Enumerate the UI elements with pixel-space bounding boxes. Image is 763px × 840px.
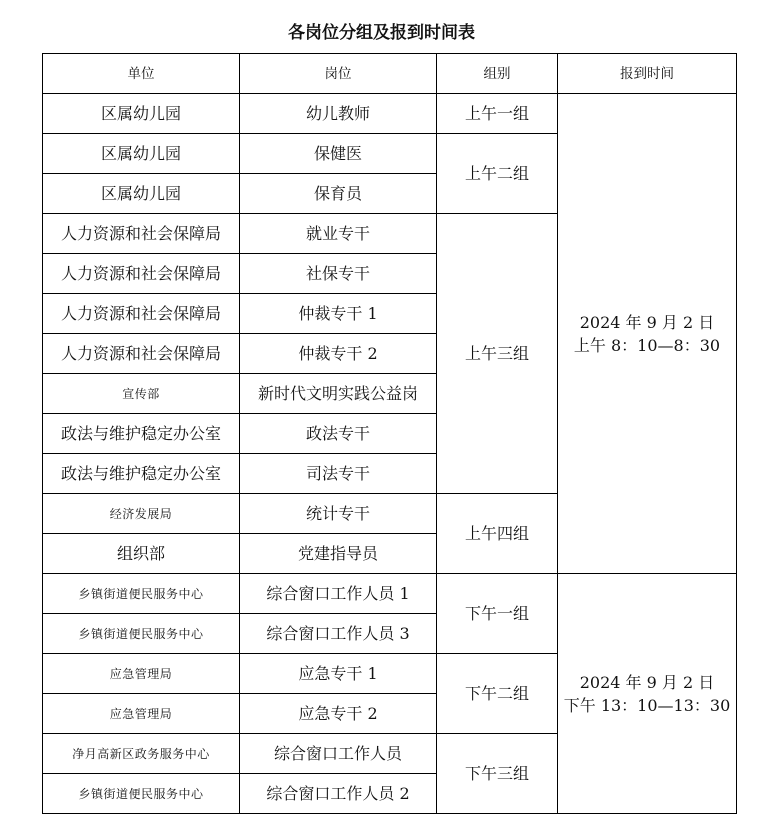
unit-cell: 乡镇街道便民服务中心 xyxy=(43,574,240,614)
unit-cell: 乡镇街道便民服务中心 xyxy=(43,614,240,654)
report-date: 2024 年 9 月 2 日 xyxy=(579,312,715,332)
header-group: 组别 xyxy=(437,54,558,94)
table-row xyxy=(43,574,737,614)
table-header-row xyxy=(43,54,737,94)
unit-cell: 人力资源和社会保障局 xyxy=(43,214,240,254)
unit-cell: 组织部 xyxy=(43,534,240,574)
report-date: 2024 年 9 月 2 日 xyxy=(579,672,715,692)
unit-cell: 净月高新区政务服务中心 xyxy=(43,734,240,774)
header-unit: 单位 xyxy=(43,54,240,94)
unit-cell: 政法与维护稳定办公室 xyxy=(43,454,240,494)
unit-cell: 应急管理局 xyxy=(43,654,240,694)
unit-cell: 政法与维护稳定办公室 xyxy=(43,414,240,454)
post-cell: 党建指导员 xyxy=(240,534,437,574)
post-cell: 统计专干 xyxy=(240,494,437,534)
post-cell: 应急专干 1 xyxy=(240,654,437,694)
group-cell: 上午四组 xyxy=(437,494,558,574)
post-cell: 综合窗口工作人员 3 xyxy=(240,614,437,654)
schedule-table xyxy=(42,53,737,814)
table-row xyxy=(43,94,737,134)
group-cell: 下午一组 xyxy=(437,574,558,654)
post-cell: 司法专干 xyxy=(240,454,437,494)
unit-cell: 人力资源和社会保障局 xyxy=(43,294,240,334)
report-time: 下午 13：10—13：30 xyxy=(563,695,731,715)
unit-cell: 乡镇街道便民服务中心 xyxy=(43,774,240,814)
post-cell: 社保专干 xyxy=(240,254,437,294)
report-time: 上午 8：10—8：30 xyxy=(573,335,721,355)
group-cell: 下午二组 xyxy=(437,654,558,734)
header-report-time: 报到时间 xyxy=(558,54,737,94)
post-cell: 综合窗口工作人员 xyxy=(240,734,437,774)
post-cell: 就业专干 xyxy=(240,214,437,254)
unit-cell: 区属幼儿园 xyxy=(43,94,240,134)
group-cell: 上午三组 xyxy=(437,214,558,494)
post-cell: 仲裁专干 1 xyxy=(240,294,437,334)
post-cell: 保育员 xyxy=(240,174,437,214)
unit-cell: 人力资源和社会保障局 xyxy=(43,334,240,374)
post-cell: 保健医 xyxy=(240,134,437,174)
post-cell: 综合窗口工作人员 2 xyxy=(240,774,437,814)
unit-cell: 宣传部 xyxy=(43,374,240,414)
post-cell: 综合窗口工作人员 1 xyxy=(240,574,437,614)
group-cell: 上午二组 xyxy=(437,134,558,214)
post-cell: 新时代文明实践公益岗 xyxy=(240,374,437,414)
unit-cell: 人力资源和社会保障局 xyxy=(43,254,240,294)
header-post: 岗位 xyxy=(240,54,437,94)
post-cell: 应急专干 2 xyxy=(240,694,437,734)
unit-cell: 经济发展局 xyxy=(43,494,240,534)
post-cell: 幼儿教师 xyxy=(240,94,437,134)
unit-cell: 应急管理局 xyxy=(43,694,240,734)
unit-cell: 区属幼儿园 xyxy=(43,134,240,174)
report-time-cell-morning xyxy=(558,94,737,574)
group-cell: 下午三组 xyxy=(437,734,558,814)
unit-cell: 区属幼儿园 xyxy=(43,174,240,214)
group-cell: 上午一组 xyxy=(437,94,558,134)
report-time-cell-afternoon xyxy=(558,574,737,814)
post-cell: 仲裁专干 2 xyxy=(240,334,437,374)
page-title: 各岗位分组及报到时间表 xyxy=(288,23,475,43)
post-cell: 政法专干 xyxy=(240,414,437,454)
